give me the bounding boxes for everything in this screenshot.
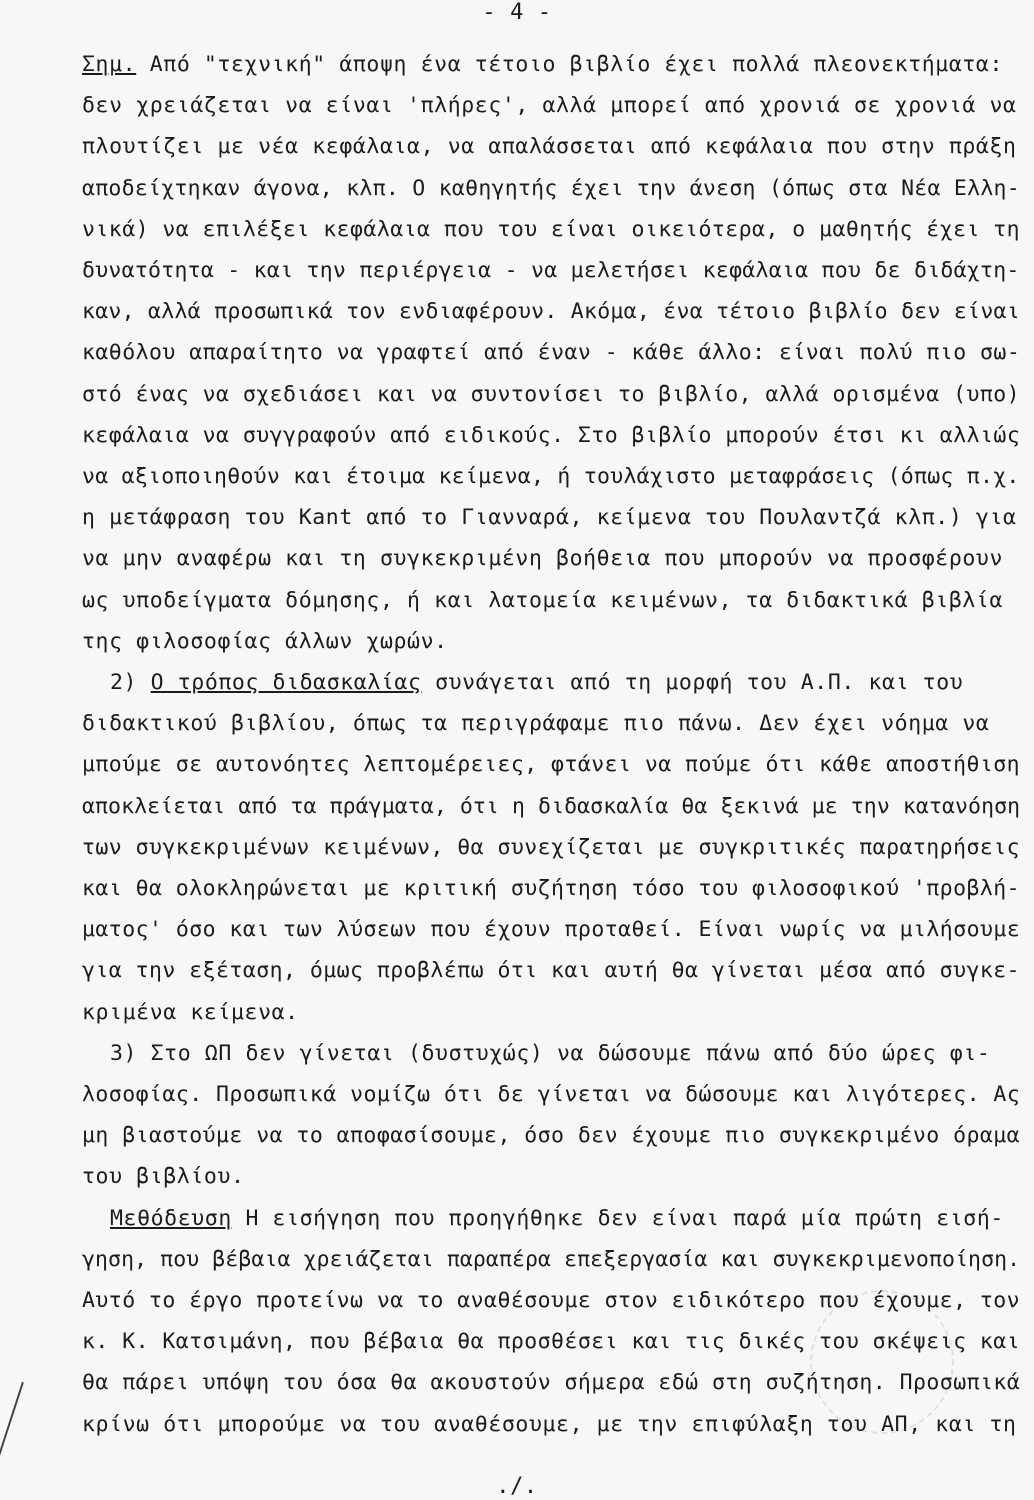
line-text: καθόλου απαραίτητο να γραφτεί από έναν - κάθε άλλο: είναι πολύ πιο σω-: [82, 340, 1021, 366]
text-line: [82, 217, 1020, 242]
text-line: [82, 711, 989, 736]
continuation-mark: ./.: [496, 1474, 538, 1499]
text-line: [82, 258, 1020, 283]
line-text: της φιλοσοφίας άλλων χωρών.: [82, 628, 448, 654]
text-line: [82, 752, 1020, 777]
text-line: [82, 588, 1003, 613]
line-text: πλουτίζει με νέα κεφάλαια, να απαλάσσεται από κεφάλαια που στην πράξη: [82, 134, 1017, 160]
underlined-heading: Σημ.: [82, 52, 137, 77]
line-text: δεν χρειάζεται να είναι 'πλήρες', αλλά μπορεί από χρονιά σε χρονιά να: [82, 93, 1017, 119]
text-line: [82, 958, 1020, 983]
line-text: Αυτό το έργο προτείνω να το αναθέσουμε στον ειδικότερο που έχουμε, τον: [82, 1288, 1021, 1313]
text-line: [82, 134, 1017, 159]
line-text: θα πάρει υπόψη του όσα θα ακουστούν σήμερα εδώ στη συζήτηση. Προσωπικά: [82, 1370, 1021, 1396]
faded-stamp: [810, 1290, 954, 1434]
line-text: στό ένας να σχεδιάσει και να συντονίσει το βιβλίο, αλλά ορισμένα (υπο): [82, 381, 1021, 407]
text-line: [82, 1247, 1020, 1272]
line-text: να αξιοποιηθούν και έτοιμα κείμενα, ή τουλάχιστο μεταφράσεις (όπως π.χ.: [82, 464, 1020, 489]
underlined-heading: Μεθόδευση: [110, 1205, 232, 1231]
line-text: αποκλείεται από τα πράγματα, ότι η διδασκαλία θα ξεκινά με την κατανόηση: [82, 793, 1021, 819]
line-prefix: 2): [110, 670, 151, 695]
line-text: κεφάλαια να συγγραφούν από ειδικούς. Στο βιβλίο μπορούν έτσι κι αλλιώς: [82, 422, 1021, 448]
text-line: [110, 1206, 1004, 1231]
text-line: [82, 876, 1020, 901]
line-text: για την εξέταση, όμως προβλέπω ότι και αυτή θα γίνεται μέσα από συγκε-: [82, 958, 1021, 984]
line-text: να μην αναφέρω και τη συγκεκριμένη βοήθεια που μπορούν να προσφέρουν: [82, 546, 1003, 572]
line-text: κριμένα κείμενα.: [82, 999, 299, 1025]
text-line: [110, 670, 963, 695]
text-line: [82, 382, 1020, 407]
text-line: [82, 176, 1020, 201]
text-line: [110, 1041, 990, 1066]
text-line: [82, 1000, 299, 1025]
line-text: ως υποδείγματα δόμησης, ή και λατομεία κειμένων, τα διδακτικά βιβλία: [82, 587, 1003, 613]
line-text: αποδείχτηκαν άγονα, κλπ. Ο καθηγητής έχει την άνεση (όπως στα Νέα Ελλη-: [82, 175, 1020, 201]
line-text: νικά) να επιλέξει κεφάλαια που του είναι οικειότερα, ο μαθητής έχει τη: [82, 216, 1021, 242]
line-text: κρίνω ότι μπορούμε να του αναθέσουμε, με την επιφύλαξη του ΑΠ, και τη: [82, 1411, 1017, 1437]
text-line: [82, 52, 1003, 77]
text-line: [82, 1082, 1020, 1107]
margin-pen-mark: [0, 1382, 24, 1468]
line-text: Από "τεχνική" άποψη ένα τέτοιο βιβλίο έχει πολλά πλεονεκτήματα:: [136, 52, 1004, 77]
line-text: καν, αλλά προσωπικά τον ενδιαφέρουν. Ακόμα, ένα τέτοιο βιβλίο δεν είναι: [82, 299, 1020, 325]
text-line: [82, 917, 1020, 942]
text-line: [82, 299, 1020, 324]
text-line: [82, 794, 1020, 819]
line-text: ματος' όσο και των λύσεων που έχουν προταθεί. Είναι νωρίς να μιλήσουμε: [82, 917, 1021, 943]
line-text: λοσοφίας. Προσωπικά νομίζω ότι δε γίνεται να δώσουμε και λιγότερες. Ας: [82, 1082, 1021, 1107]
line-text: κ. Κ. Κατσιμάνη, που βέβαια θα προσθέσει και τις δικές του σκέψεις και: [82, 1329, 1021, 1355]
text-line: [82, 423, 1020, 448]
line-text: και θα ολοκληρώνεται με κριτική συζήτηση τόσο του φιλοσοφικού 'προβλή-: [82, 876, 1021, 901]
line-text: μη βιαστούμε να το αποφασίσουμε, όσο δεν έχουμε πιο συγκεκριμένο όραμα: [82, 1123, 1021, 1149]
text-line: [82, 340, 1020, 365]
text-line: [82, 629, 448, 654]
text-line: [82, 505, 1017, 530]
line-text: του βιβλίου.: [82, 1164, 245, 1190]
line-text: Η εισήγηση που προηγήθηκε δεν είναι παρά μία πρώτη εισή-: [231, 1205, 1004, 1231]
line-text: διδακτικού βιβλίου, όπως τα περιγράφαμε πιο πάνω. Δεν έχει νόημα να: [82, 711, 990, 737]
line-text: συνάγεται από τη μορφή του Α.Π. και του: [421, 670, 964, 695]
text-line: [82, 835, 1020, 860]
text-line: [82, 1123, 1020, 1148]
text-line: [82, 464, 1020, 489]
text-line: [82, 93, 1017, 118]
page-number: - 4 -: [482, 0, 552, 25]
line-text: 3) Στο ΩΠ δεν γίνεται (δυστυχώς) να δώσουμε πάνω από δύο ώρες φι-: [110, 1040, 991, 1066]
text-line: [82, 546, 1003, 571]
line-text: δυνατότητα - και την περιέργεια - να μελετήσει κεφάλαια που δε διδάχτη-: [82, 258, 1020, 283]
line-text: γηση, που βέβαια χρειάζεται παραπέρα επεξεργασία και συγκεκριμενοποίηση.: [82, 1246, 1021, 1272]
line-text: μπούμε σε αυτονόητες λεπτομέρειες, φτάνει να πούμε ότι κάθε αποστήθιση: [82, 752, 1021, 778]
text-line: [82, 1164, 245, 1189]
underlined-heading: Ο τρόπος διδασκαλίας: [150, 670, 422, 695]
line-text: η μετάφραση του Kant από το Γιανναρά, κείμενα του Πουλαντζά κλπ.) για: [82, 505, 1017, 531]
line-text: των συγκεκριμένων κειμένων, θα συνεχίζεται με συγκριτικές παρατηρήσεις: [82, 834, 1021, 860]
